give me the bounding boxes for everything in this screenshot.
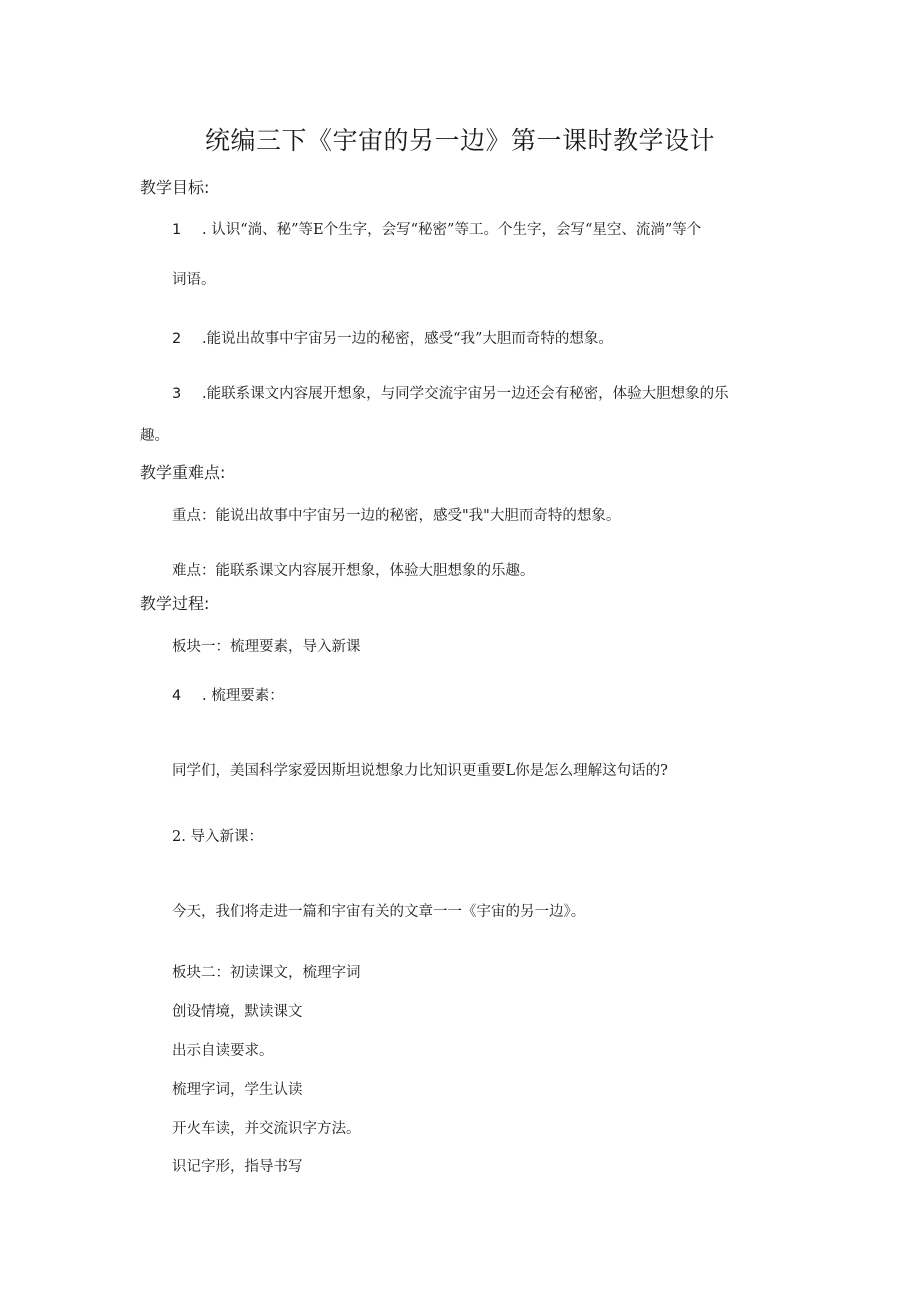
goal-item-3-number: 3 bbox=[172, 386, 182, 402]
block-2-line-1: 创设情境，默读课文 bbox=[172, 1004, 303, 1020]
goals-heading: 教学目标: bbox=[140, 178, 210, 197]
block-2-line-3: 梳理字词，学生认读 bbox=[172, 1082, 303, 1098]
page-title: 统编三下《宇宙的另一边》第一课时教学设计 bbox=[204, 126, 715, 155]
block-1-step-1-label: . 梳理要素： bbox=[202, 688, 284, 704]
goal-item-1 bbox=[172, 222, 701, 239]
goal-item-3-text: .能联系课文内容展开想象，与同学交流宇宙另一边还会有秘密，体验大胆想象的乐 bbox=[202, 386, 729, 402]
key-point-difficulty: 难点：能联系课文内容展开想象，体验大胆想象的乐趣。 bbox=[172, 563, 535, 579]
block-1-step-1 bbox=[172, 688, 284, 705]
block-1-step-2-text: 今天，我们将走进一篇和宇宙有关的文章一一《宇宙的另一边》。 bbox=[172, 904, 586, 920]
key-points-heading: 教学重难点: bbox=[140, 463, 226, 482]
block-1-step-2-label: 2. 导入新课： bbox=[172, 829, 263, 845]
block-1-step-1-number: 4 bbox=[172, 688, 182, 704]
goal-item-2-number: 2 bbox=[172, 331, 182, 347]
goal-item-3 bbox=[172, 386, 729, 403]
block-2-line-5: 识记字形，指导书写 bbox=[172, 1159, 303, 1175]
block-1-title: 板块一：梳理要素，导入新课 bbox=[172, 639, 361, 655]
block-1-step-1-text: 同学们，美国科学家爱因斯坦说想象力比知识更重要L你是怎么理解这句话的? bbox=[172, 763, 668, 779]
key-point-focus: 重点：能说出故事中宇宙另一边的秘密，感受"我"大胆而奇特的想象。 bbox=[172, 508, 621, 524]
process-heading: 教学过程: bbox=[140, 594, 210, 613]
goal-item-1-continuation: 词语。 bbox=[172, 272, 216, 288]
block-2-line-2: 出示自读要求。 bbox=[172, 1043, 274, 1059]
block-2-title: 板块二：初读课文，梳理字词 bbox=[172, 965, 361, 981]
goal-item-2-text: .能说出故事中宇宙另一边的秘密，感受“我”大胆而奇特的想象。 bbox=[202, 331, 613, 347]
block-2-line-4: 开火车读，并交流识字方法。 bbox=[172, 1121, 361, 1137]
goal-item-1-number: 1 bbox=[172, 222, 182, 238]
goal-item-1-text: . 认识“淌、秘”等E个生字，会写“秘密”等工。个生字，会写“星空、流淌”等个 bbox=[202, 222, 702, 238]
goal-item-2 bbox=[172, 331, 613, 348]
goal-item-3-continuation: 趣。 bbox=[140, 428, 169, 444]
